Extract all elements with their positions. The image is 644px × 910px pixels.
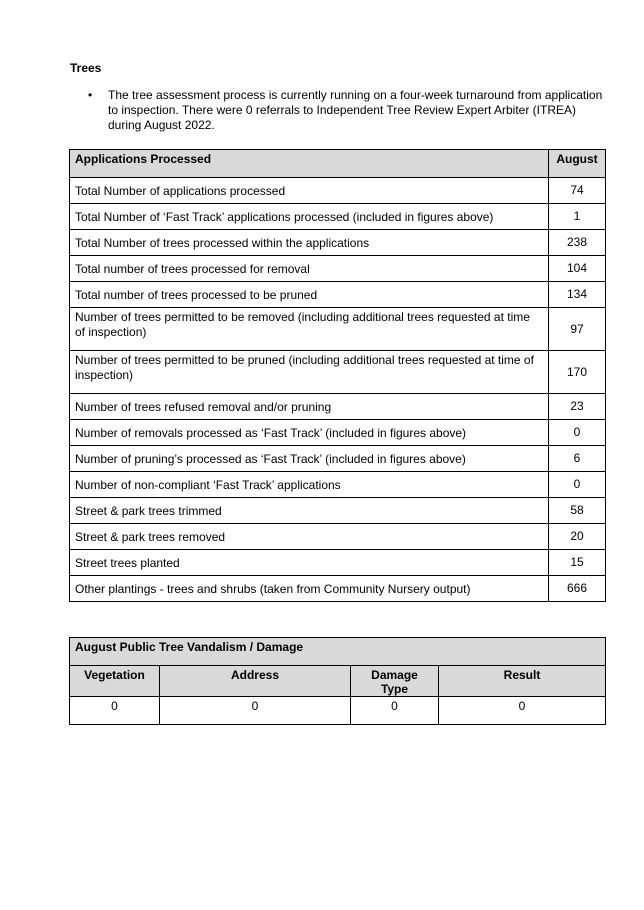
section-heading: Trees bbox=[70, 61, 102, 75]
applications-table bbox=[69, 149, 606, 602]
row-value: 15 bbox=[549, 550, 606, 576]
vandalism-title: August Public Tree Vandalism / Damage bbox=[70, 638, 606, 666]
table-row bbox=[70, 230, 606, 256]
row-value: 58 bbox=[549, 498, 606, 524]
column-header-result: Result bbox=[439, 666, 606, 697]
table-row bbox=[70, 498, 606, 524]
table-row bbox=[70, 308, 606, 351]
row-value: 1 bbox=[549, 204, 606, 230]
table-row bbox=[70, 576, 606, 602]
row-value: 74 bbox=[549, 178, 606, 204]
column-header-vegetation: Vegetation bbox=[70, 666, 160, 697]
row-label: Total number of trees processed to be pruned bbox=[70, 282, 549, 308]
row-label: Number of trees permitted to be pruned (including additional trees requested at time of inspection) bbox=[70, 351, 549, 394]
row-value: 238 bbox=[549, 230, 606, 256]
row-label: Number of removals processed as ‘Fast Track’ (included in figures above) bbox=[70, 420, 549, 446]
result-value: 0 bbox=[439, 697, 606, 725]
table-row bbox=[70, 282, 606, 308]
vegetation-value: 0 bbox=[70, 697, 160, 725]
header-label: Applications Processed bbox=[70, 150, 549, 178]
row-label: Number of trees refused removal and/or pruning bbox=[70, 394, 549, 420]
row-value: 20 bbox=[549, 524, 606, 550]
row-label: Number of pruning’s processed as ‘Fast Track’ (included in figures above) bbox=[70, 446, 549, 472]
vandalism-header-row bbox=[70, 666, 606, 697]
row-label: Other plantings - trees and shrubs (taken from Community Nursery output) bbox=[70, 576, 549, 602]
row-value: 170 bbox=[549, 351, 606, 394]
vandalism-table bbox=[69, 637, 606, 725]
table-row bbox=[70, 524, 606, 550]
table-row bbox=[70, 446, 606, 472]
damage-type-value: 0 bbox=[351, 697, 439, 725]
bullet-item bbox=[88, 88, 603, 133]
row-label: Street trees planted bbox=[70, 550, 549, 576]
bullet-dot-icon: • bbox=[88, 88, 93, 102]
table-row bbox=[70, 697, 606, 725]
row-value: 0 bbox=[549, 420, 606, 446]
row-label: Total Number of trees processed within the applications bbox=[70, 230, 549, 256]
header-month: August bbox=[549, 150, 606, 178]
column-header-damage-type: Damage Type bbox=[351, 666, 439, 697]
row-value: 104 bbox=[549, 256, 606, 282]
table-row bbox=[70, 394, 606, 420]
table-header-row bbox=[70, 150, 606, 178]
vandalism-title-row bbox=[70, 638, 606, 666]
table-row bbox=[70, 472, 606, 498]
row-value: 97 bbox=[549, 308, 606, 351]
table-row bbox=[70, 178, 606, 204]
table-row bbox=[70, 550, 606, 576]
row-label: Street & park trees removed bbox=[70, 524, 549, 550]
row-value: 6 bbox=[549, 446, 606, 472]
row-label: Total number of trees processed for removal bbox=[70, 256, 549, 282]
address-value: 0 bbox=[160, 697, 351, 725]
table-row bbox=[70, 420, 606, 446]
table-row bbox=[70, 204, 606, 230]
bullet-text: The tree assessment process is currently running on a four-week turnaround from application to inspection. There were 0 referrals to Independent Tree Review Expert Arbiter (ITREA) during August 2022. bbox=[108, 88, 603, 132]
row-label: Number of trees permitted to be removed (including additional trees requested at time of inspection) bbox=[70, 308, 549, 351]
column-header-address: Address bbox=[160, 666, 351, 697]
row-label: Total Number of ‘Fast Track’ applications processed (included in figures above) bbox=[70, 204, 549, 230]
row-value: 23 bbox=[549, 394, 606, 420]
row-value: 134 bbox=[549, 282, 606, 308]
row-value: 666 bbox=[549, 576, 606, 602]
row-value: 0 bbox=[549, 472, 606, 498]
row-label: Total Number of applications processed bbox=[70, 178, 549, 204]
row-label: Number of non-compliant ‘Fast Track’ applications bbox=[70, 472, 549, 498]
table-row bbox=[70, 256, 606, 282]
row-label: Street & park trees trimmed bbox=[70, 498, 549, 524]
table-row bbox=[70, 351, 606, 394]
